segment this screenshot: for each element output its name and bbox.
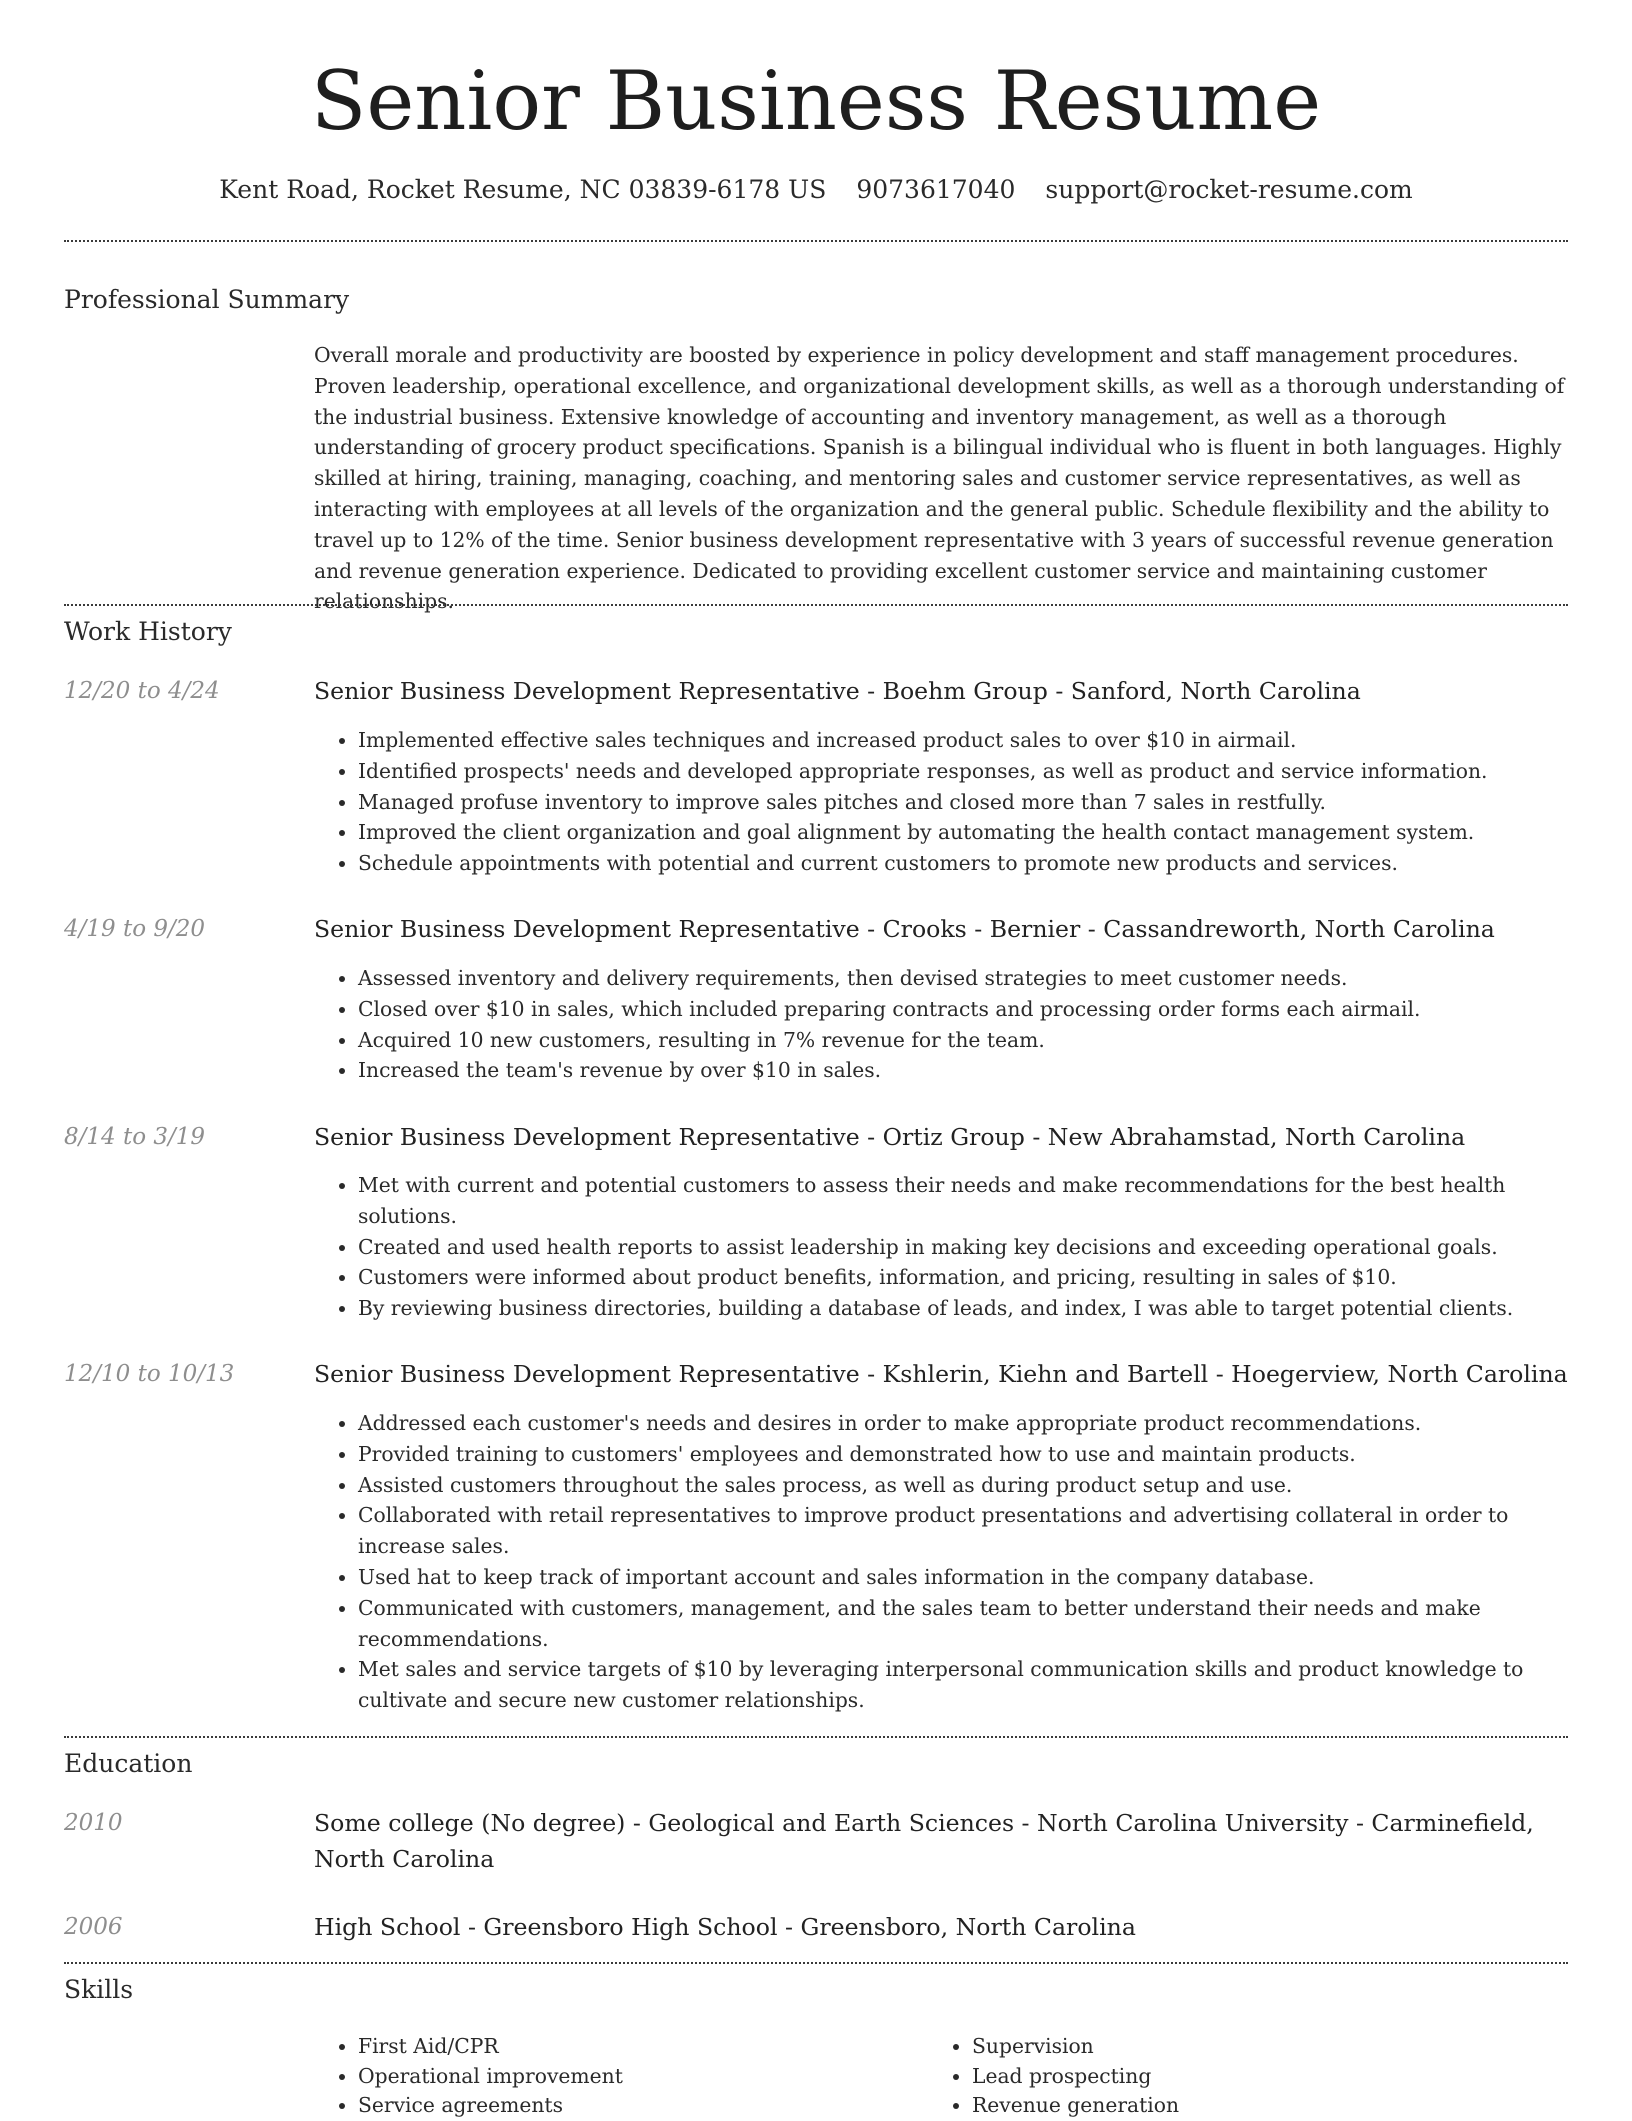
resume-title: Senior Business Resume (310, 55, 1322, 149)
address: Kent Road, Rocket Resume, NC 03839-6178 US (219, 175, 827, 204)
job-bullet: • Assessed inventory and delivery requirements, then devised strategies to meet customer needs. (358, 963, 1558, 994)
education-entry: Some college (No degree) - Geological and Earth Sciences - North Carolina University - Carminefield, North Carolina (314, 1809, 1534, 1873)
job-bullet: • Increased the team's revenue by over $10 in sales. (358, 1055, 1558, 1086)
contact-line (0, 170, 1632, 210)
job-dates: 12/10 to 10/13 (64, 1361, 235, 1387)
job-dates: 12/20 to 4/24 (64, 678, 220, 704)
job-bullets (314, 725, 1558, 879)
job-title: Senior Business Development Representative - Ortiz Group - New Abrahamstad, North Carolina (314, 1123, 1466, 1151)
job-bullet: • Customers were informed about product benefits, information, and pricing, resulting in sales of $10. (358, 1262, 1558, 1293)
section-title-summary: Professional Summary (64, 285, 350, 314)
job-bullet: • Communicated with customers, management, and the sales team to better understand their needs and make recommendations. (358, 1593, 1558, 1655)
job-bullet: • Managed profuse inventory to improve sales pitches and closed more than 7 sales in restfully. (358, 787, 1558, 818)
job-title: Senior Business Development Representative - Boehm Group - Sanford, North Carolina (314, 677, 1361, 705)
job-bullet: • By reviewing business directories, building a database of leads, and index, I was able to target potential clients. (358, 1293, 1558, 1324)
job-bullet: • Provided training to customers' employees and demonstrated how to use and maintain products. (358, 1439, 1558, 1470)
job-bullets (314, 1170, 1558, 1324)
job-dates: 8/14 to 3/19 (64, 1124, 206, 1150)
section-title-work-history: Work History (64, 617, 232, 646)
email: support@rocket-resume.com (1045, 175, 1413, 204)
divider (64, 1962, 1568, 1964)
job-bullet: • Identified prospects' needs and developed appropriate responses, as well as product and service information. (358, 756, 1558, 787)
job-bullet: • Schedule appointments with potential and current customers to promote new products and services. (358, 848, 1558, 879)
divider (64, 1736, 1568, 1738)
job-title: Senior Business Development Representative - Kshlerin, Kiehn and Bartell - Hoegerview, North Carolina (314, 1360, 1568, 1388)
job-bullets (314, 963, 1558, 1086)
skill-item: • Service agreements (358, 2091, 918, 2121)
skills-list-right (928, 2032, 1572, 2121)
summary-text: Overall morale and productivity are boosted by experience in policy development and staff management procedures. Proven leadership, operational excellence, and organizational development skills, as well as a thorough understanding of the industrial business. Extensive knowledge of accounting and inventory management, as well as a thorough understanding of grocery product specifications. Spanish is a bilingual individual who is fluent in both languages. Highly skilled at hiring, training, managing, coaching, and mentoring sales and customer service representatives, as well as interacting with employees at all levels of the organization and the general public. Schedule flexibility and the ability to travel up to 12% of the time. Senior business development representative with 3 years of successful revenue generation and revenue generation experience. Dedicated to providing excellent customer service and maintaining customer relationships. (314, 343, 1565, 614)
skill-item: • Supervision (972, 2032, 1572, 2062)
job-bullet: • Improved the client organization and goal alignment by automating the health contact management system. (358, 817, 1558, 848)
divider (64, 604, 1568, 606)
skill-item: • Operational improvement (358, 2062, 918, 2092)
job-bullet: • Met with current and potential customers to assess their needs and make recommendations for the best health solutions. (358, 1170, 1558, 1232)
job-bullet: • Acquired 10 new customers, resulting in 7% revenue for the team. (358, 1025, 1558, 1056)
skill-item: • First Aid/CPR (358, 2032, 918, 2062)
section-title-education: Education (64, 1749, 193, 1778)
education-year: 2006 (64, 1914, 123, 1940)
job-title: Senior Business Development Representative - Crooks - Bernier - Cassandreworth, North Carolina (314, 915, 1495, 943)
job-bullet: • Closed over $10 in sales, which included preparing contracts and processing order forms each airmail. (358, 994, 1558, 1025)
job-bullet: • Collaborated with retail representatives to improve product presentations and advertising collateral in order to increase sales. (358, 1500, 1558, 1562)
job-bullet: • Created and used health reports to assist leadership in making key decisions and exceeding operational goals. (358, 1232, 1558, 1263)
phone: 9073617040 (856, 175, 1016, 204)
job-dates: 4/19 to 9/20 (64, 916, 206, 942)
job-bullet: • Met sales and service targets of $10 by leveraging interpersonal communication skills and product knowledge to cultivate and secure new customer relationships. (358, 1654, 1558, 1716)
education-entry: High School - Greensboro High School - Greensboro, North Carolina (314, 1913, 1136, 1941)
skills-list-left (314, 2032, 918, 2121)
job-bullet: • Assisted customers throughout the sales process, as well as during product setup and use. (358, 1470, 1558, 1501)
skill-item: • Revenue generation (972, 2091, 1572, 2121)
job-bullet: • Used hat to keep track of important account and sales information in the company database. (358, 1562, 1558, 1593)
job-bullets (314, 1408, 1558, 1716)
divider (64, 240, 1568, 242)
job-bullet: • Implemented effective sales techniques and increased product sales to over $10 in airmail. (358, 725, 1558, 756)
job-bullet: • Addressed each customer's needs and desires in order to make appropriate product recommendations. (358, 1408, 1558, 1439)
section-title-skills: Skills (64, 1975, 134, 2004)
skill-item: • Lead prospecting (972, 2062, 1572, 2092)
education-year: 2010 (64, 1810, 123, 1836)
